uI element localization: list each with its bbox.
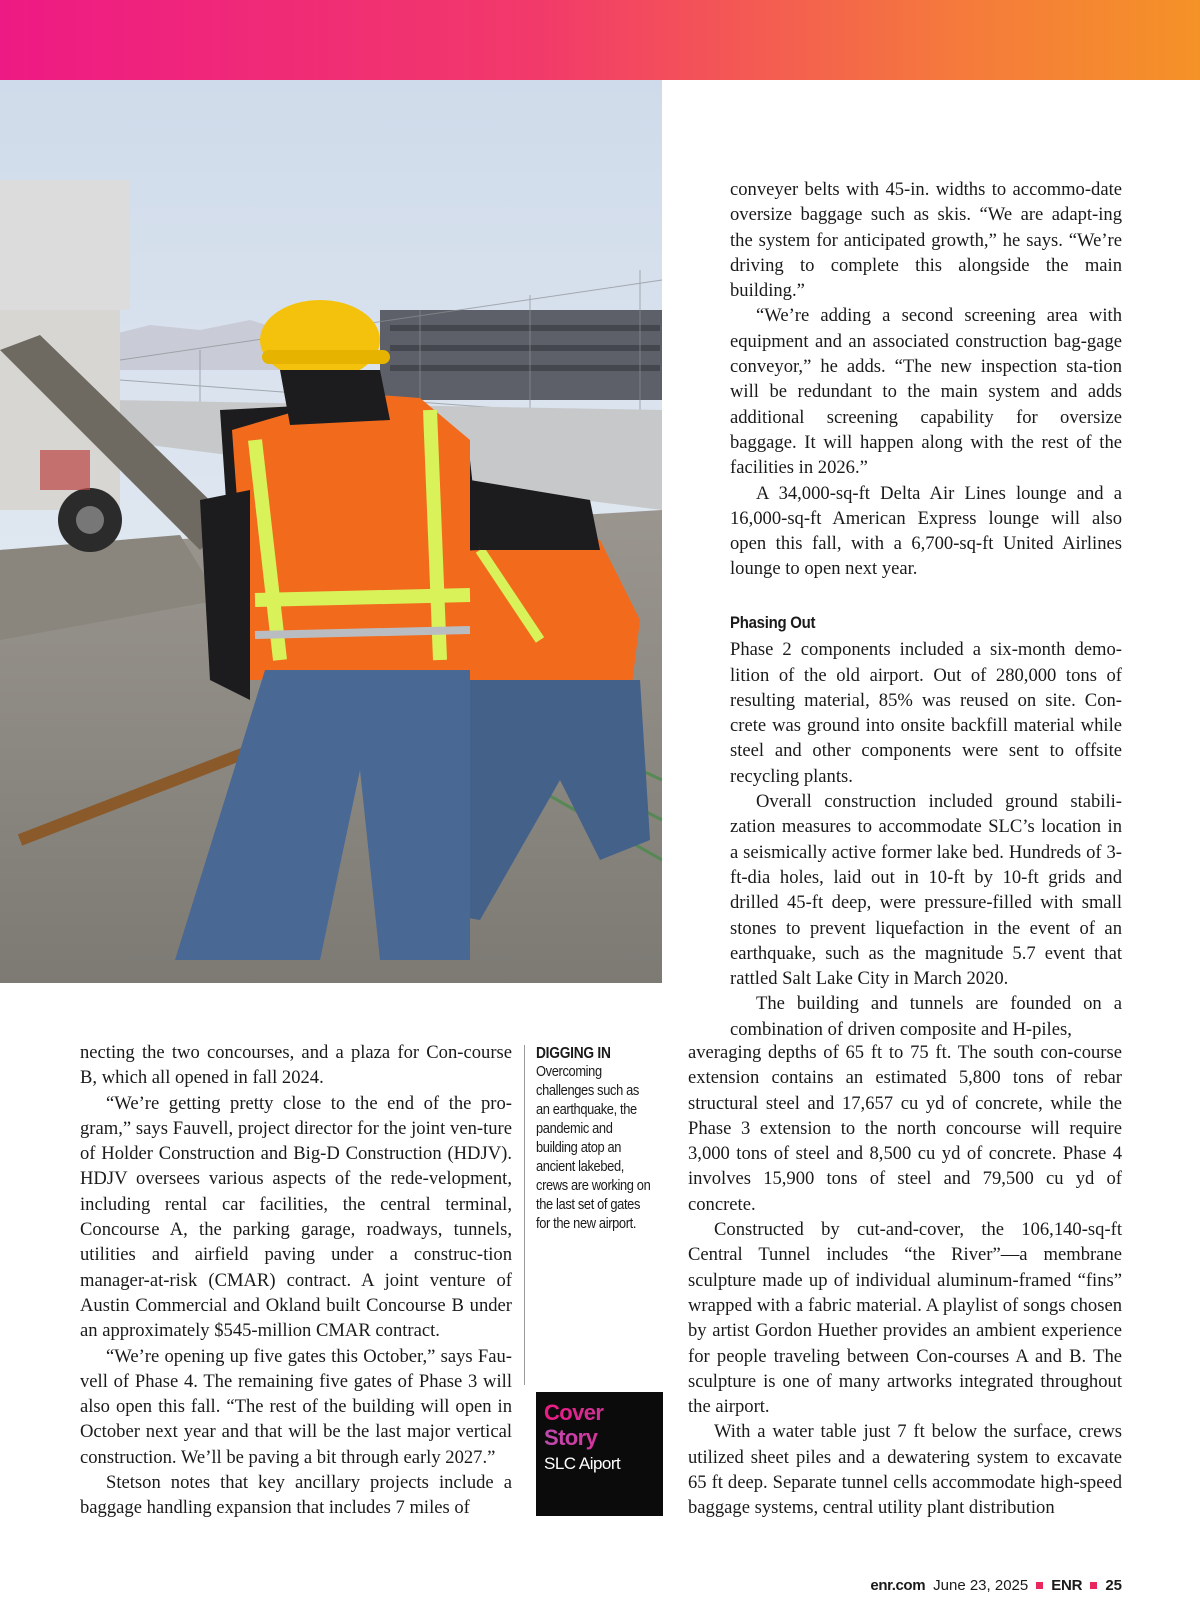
cover-line-1: Cover — [544, 1400, 663, 1425]
cover-story-badge — [536, 1392, 663, 1516]
paragraph: conveyer belts with 45-in. widths to accommo-date oversize baggage such as skis. “We are adapt-ing the system for anticipated growth,” he says. “We’re driving to complete this alongside the main building.” — [730, 179, 1122, 302]
header-gradient-bar — [0, 0, 1200, 80]
paragraph: A 34,000-sq-ft Delta Air Lines lounge and a 16,000-sq-ft American Express lounge will also open this fall, with a 6,700-sq-ft United Airlines lounge to open next year. — [730, 482, 1122, 580]
construction-workers-illustration — [0, 80, 662, 983]
caption-text: Overcoming challenges such as an earthquake, the pandemic and building atop an ancient lakebed, crews are working on the last set of gates for the new airport. — [536, 1064, 651, 1232]
article-photo — [0, 80, 662, 983]
footer-site: enr.com — [870, 1577, 926, 1594]
paragraph: With a water table just 7 ft below the surface, crews utilized sheet piles and a dewatering system to excavate 65 ft deep. Separate tunnel cells accommodate high-speed baggage systems, central utility plant distribution — [688, 1421, 1122, 1519]
article-column-right-bottom — [688, 1040, 1122, 1521]
paragraph: Constructed by cut-and-cover, the 106,140-sq-ft Central Tunnel includes “the River”—a membrane sculpture made up of individual aluminum-framed “fins” wrapped with a fabric material. A playlist of songs chosen by artist Gordon Huether provides an ambient experience for people traveling between Con-courses A and B. The sculpture is one of many artworks integrated throughout the airport. — [688, 1219, 1122, 1418]
page-footer — [870, 1577, 1122, 1594]
page-number: 25 — [1105, 1577, 1122, 1594]
square-bullet-icon — [1090, 1582, 1097, 1589]
cover-subtitle: SLC Aiport — [544, 1454, 621, 1473]
caption-divider — [524, 1045, 525, 1385]
paragraph: “We’re getting pretty close to the end of the pro-gram,” says Fauvell, project director for the joint ven-ture of Holder Construction and Big-D Construction (HDJV). HDJV oversees various aspects of the rede-velopment, including rental car facilities, the central terminal, Concourse A, the parking garage, roadways, tunnels, utilities and airfield paving under a construc-tion manager-at-risk (CMAR) contract. A joint venture of Austin Commercial and Okland built Concourse B under an approximately $545-million CMAR contract. — [80, 1092, 512, 1342]
phasing-out-section — [730, 610, 1122, 1042]
article-column-right-top — [730, 177, 1122, 582]
footer-date: June 23, 2025 — [933, 1577, 1029, 1594]
caption-title: DIGGING IN — [536, 1045, 611, 1062]
cover-line-2: Story — [544, 1425, 663, 1450]
square-bullet-icon — [1036, 1582, 1043, 1589]
paragraph: Phase 2 components included a six-month demo-lition of the old airport. Out of 280,000 tons of resulting material, 85% was reused on site. Con-crete was ground into onsite backfill material while steel and other components were sent to offsite recycling plants. — [730, 639, 1122, 787]
paragraph: necting the two concourses, and a plaza for Con-course B, which all opened in fall 2024. — [80, 1042, 512, 1089]
paragraph: Overall construction included ground stabili-zation measures to accommodate SLC’s location in a seismically active former lake bed. Hundreds of 3-ft-dia holes, laid out in 10-ft by 10-ft grids and drilled 45-ft deep, were pressure-filled with small stones to prevent liquefaction in the event of an earthquake, such as the magnitude 5.7 event that rattled Salt Lake City in March 2020. — [730, 791, 1122, 990]
section-heading: Phasing Out — [730, 613, 816, 632]
paragraph: “We’re opening up five gates this October,” says Fau-vell of Phase 4. The remaining five gates of Phase 3 will also open this fall. “The rest of the building will open in October next year and that will be the last major vertical construction. We’ll be paving a bit through early 2027.” — [80, 1345, 512, 1468]
paragraph: “We’re adding a second screening area with equipment and an associated construction bag-gage conveyor,” he adds. “The new inspection sta-tion will be redundant to the main system and adds additional screening capability for oversize baggage. It will happen along with the rest of the facilities in 2026.” — [730, 305, 1122, 479]
paragraph: averaging depths of 65 ft to 75 ft. The south con-course extension contains an estimated 5,800 tons of rebar structural steel and 17,657 cu yd of concrete, while the Phase 3 extension to the north concourse will require 3,000 tons of steel and 8,500 cu yd of concrete. Phase 4 involves 15,900 tons of steel and 79,500 cu yd of concrete. — [688, 1042, 1122, 1215]
paragraph: The building and tunnels are founded on a combination of driven composite and H-piles, — [730, 993, 1122, 1040]
paragraph: Stetson notes that key ancillary projects include a baggage handling expansion that includes 7 miles of — [80, 1472, 512, 1519]
photo-caption — [536, 1045, 652, 1234]
footer-brand: ENR — [1051, 1577, 1083, 1594]
article-column-left-bottom — [80, 1040, 512, 1521]
